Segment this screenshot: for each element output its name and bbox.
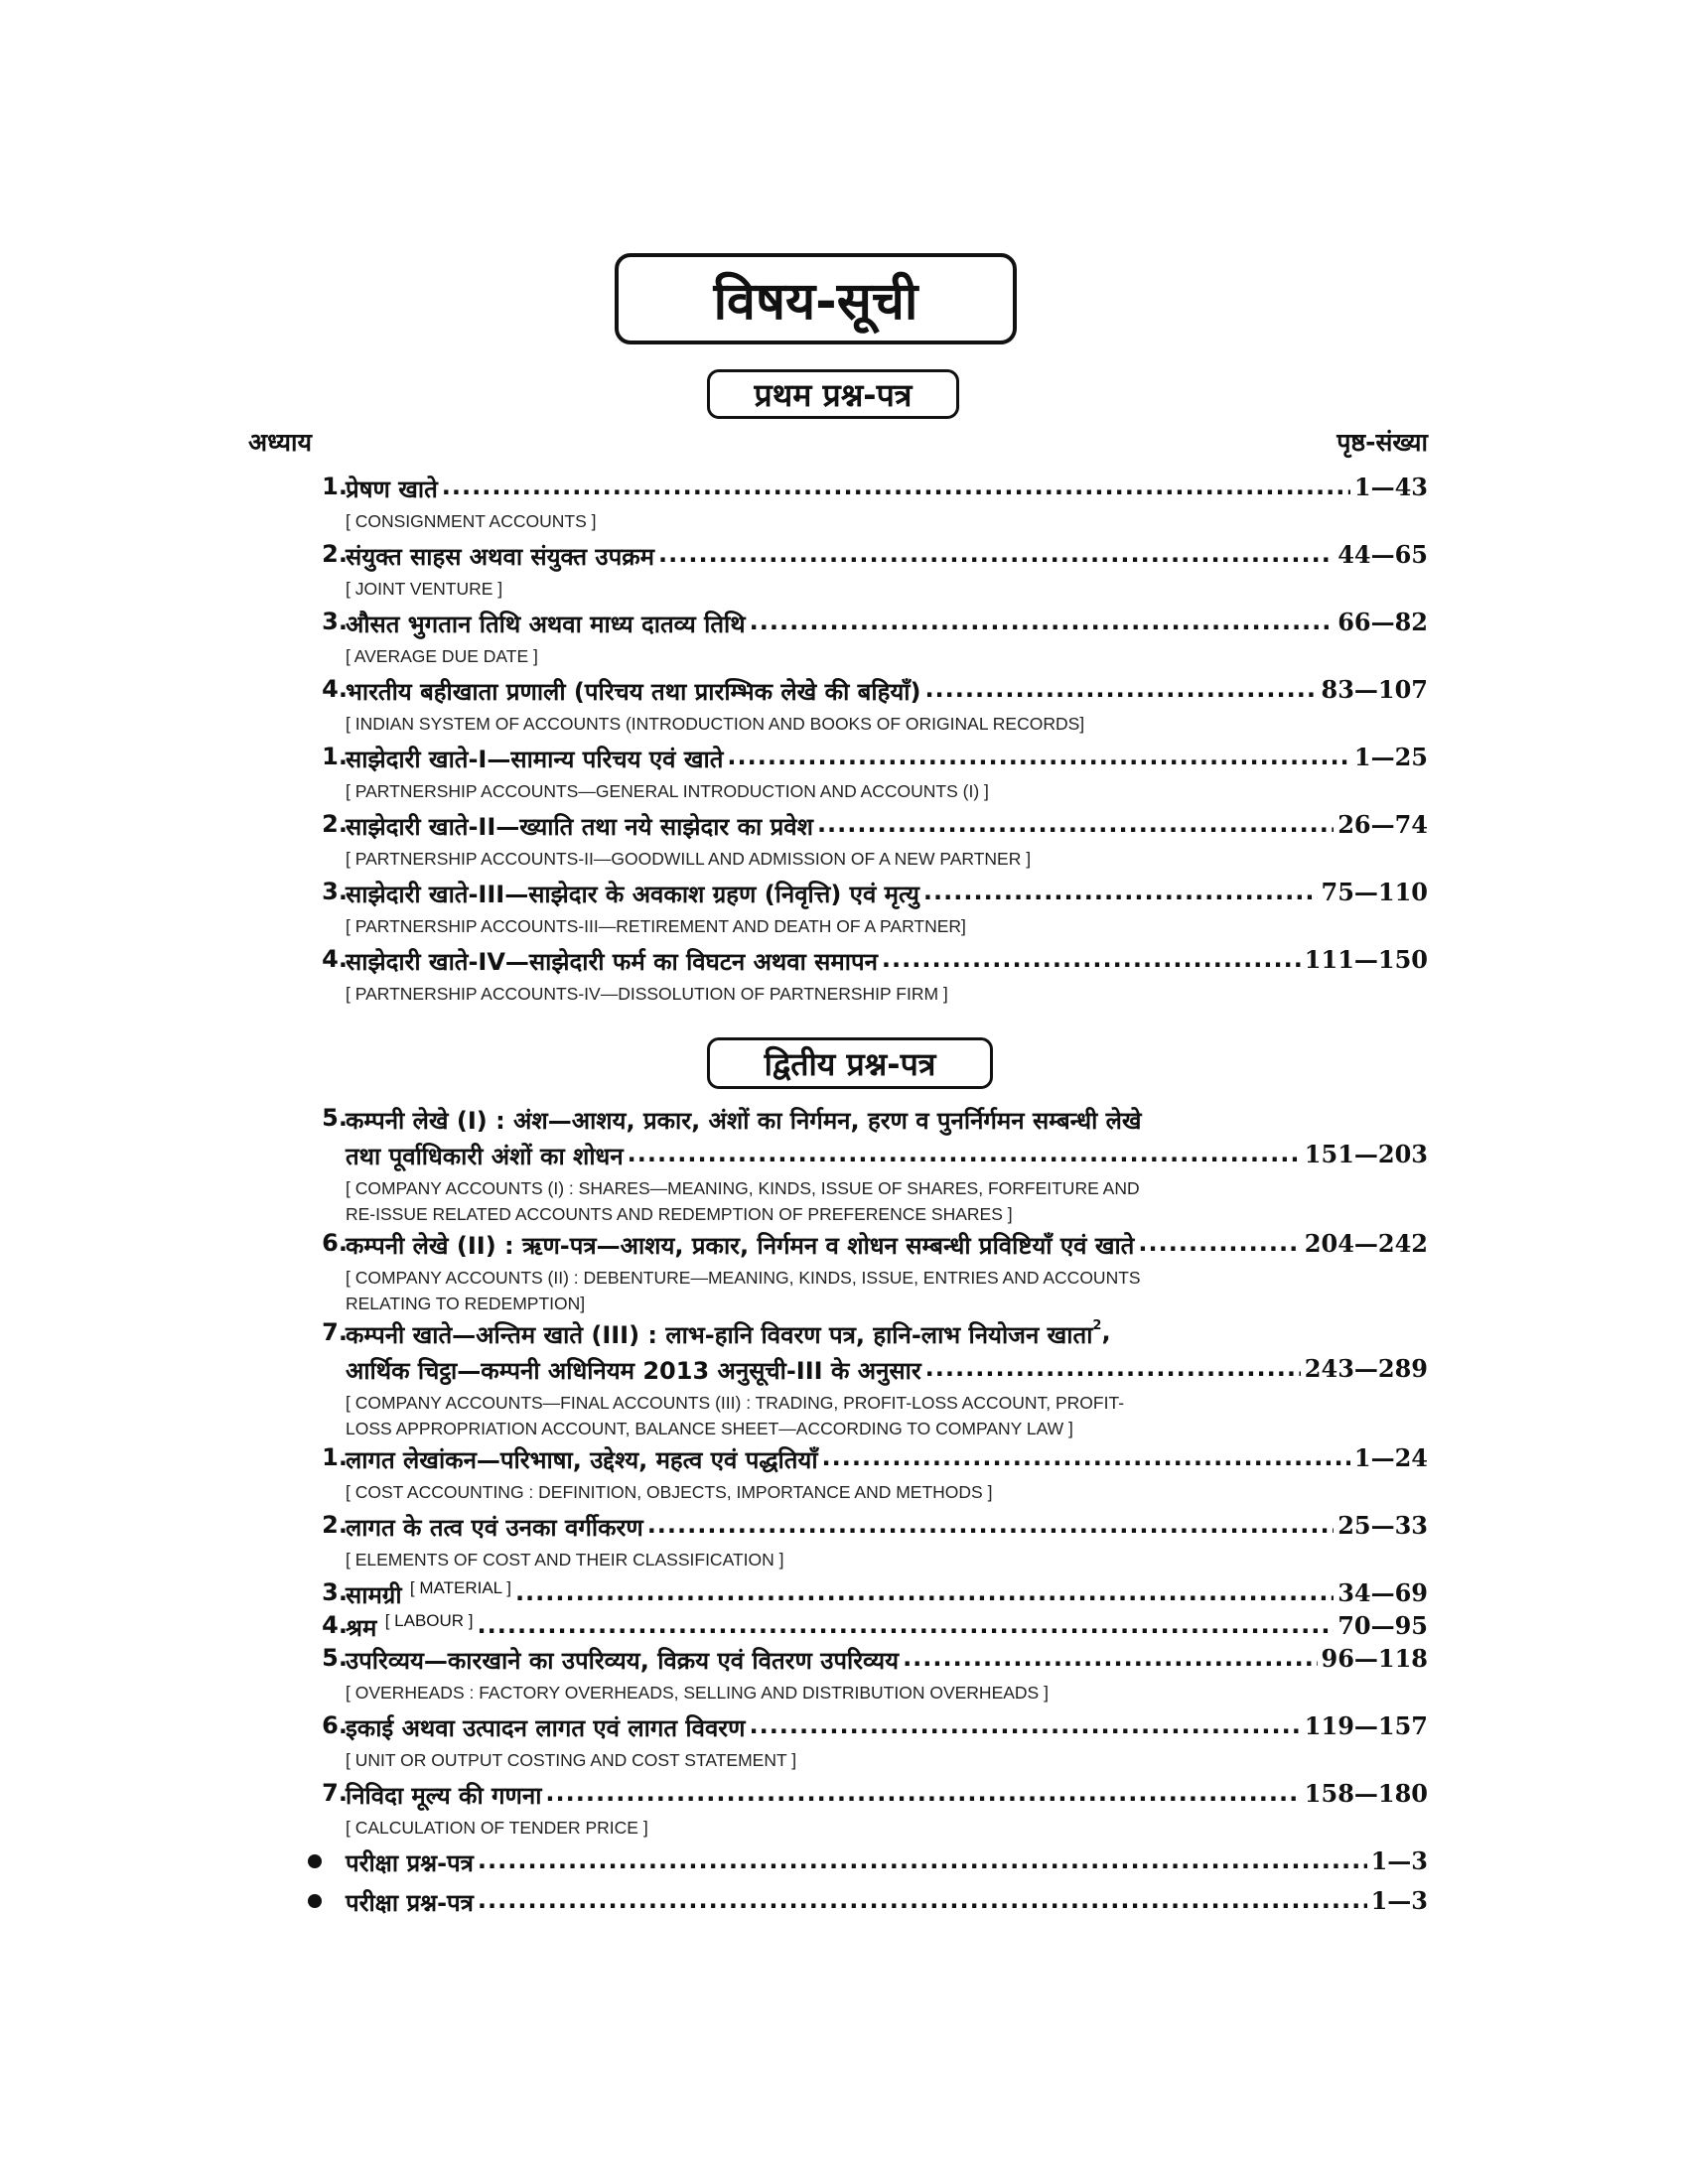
- toc-entry: [298, 810, 1428, 872]
- entry-pages: 26—74: [1337, 810, 1428, 839]
- entry-number: 1.: [322, 743, 348, 770]
- entry-title: साझेदारी खाते-IV—साझेदारी फर्म का विघटन अथवा समापन: [346, 948, 878, 976]
- toc-entry: [298, 473, 1428, 534]
- section2-label: द्वितीय प्रश्न-पत्र: [764, 1044, 936, 1083]
- entry-title: कम्पनी खाते—अन्तिम खाते (III) : लाभ-हानि विवरण पत्र, हानि-लाभ नियोजन खाता: [346, 1321, 1093, 1349]
- entry-pages: 119—157: [1304, 1711, 1428, 1740]
- entry-english: [ CONSIGNMENT ACCOUNTS ]: [346, 511, 597, 531]
- entry-pages: 1—3: [1370, 1846, 1428, 1875]
- entry-english: [ COMPANY ACCOUNTS (II) : DEBENTURE—MEANING, KINDS, ISSUE, ENTRIES AND ACCOUNTS: [346, 1268, 1141, 1288]
- entry-title: औसत भुगतान तिथि अथवा माध्य दातव्य तिथि: [346, 611, 746, 638]
- page-title-box: [615, 253, 1017, 344]
- entry-pages: 70—95: [1337, 1611, 1428, 1640]
- entry-english: [ CALCULATION OF TENDER PRICE ]: [346, 1818, 648, 1838]
- entry-pages: 243—289: [1304, 1354, 1428, 1383]
- entry-number: 2.: [322, 540, 348, 568]
- toc-entry: [298, 1443, 1428, 1505]
- entry-pages: 83—107: [1321, 675, 1428, 704]
- toc-entry: [298, 1644, 1428, 1706]
- entry-english: [ LABOUR ]: [384, 1611, 474, 1630]
- toc-entry: [298, 1711, 1428, 1773]
- entry-title: प्रेषण खाते: [346, 476, 438, 503]
- toc-entry: [298, 1511, 1428, 1572]
- entry-title: लागत के तत्व एवं उनका वर्गीकरण: [346, 1514, 643, 1542]
- entry-number: 2.: [322, 1511, 348, 1539]
- entry-english: [ PARTNERSHIP ACCOUNTS—GENERAL INTRODUCTION AND ACCOUNTS (I) ]: [346, 781, 989, 801]
- entry-english: [ INDIAN SYSTEM OF ACCOUNTS (INTRODUCTION AND BOOKS OF ORIGINAL RECORDS]: [346, 714, 1085, 734]
- entry-title: संयुक्त साहस अथवा संयुक्त उपक्रम: [346, 543, 655, 571]
- entry-title: निविदा मूल्य की गणना: [346, 1782, 542, 1810]
- toc-entry: [298, 1886, 1428, 1926]
- entry-english: [ PARTNERSHIP ACCOUNTS-II—GOODWILL AND ADMISSION OF A NEW PARTNER ]: [346, 849, 1032, 869]
- entry-title: परीक्षा प्रश्न-पत्र: [346, 1889, 474, 1917]
- entry-title: कम्पनी लेखे (I) : अंश—आशय, प्रकार, अंशों का निर्गमन, हरण व पुनर्निर्गमन सम्बन्धी लेखे: [346, 1107, 1142, 1135]
- toc-entry: [298, 675, 1428, 737]
- entry-number: 6.: [322, 1711, 348, 1739]
- entry-title: इकाई अथवा उत्पादन लागत एवं लागत विवरण: [346, 1714, 746, 1742]
- comma: ,: [1101, 1318, 1111, 1346]
- toc-entry: [298, 743, 1428, 804]
- entry-title: भारतीय बहीखाता प्रणाली (परिचय तथा प्रारम्भिक लेखे की बहियाँ): [346, 678, 921, 706]
- entry-pages: 44—65: [1337, 540, 1428, 569]
- entry-english: [ COST ACCOUNTING : DEFINITION, OBJECTS, IMPORTANCE AND METHODS ]: [346, 1482, 993, 1502]
- entry-english: [ AVERAGE DUE DATE ]: [346, 646, 538, 666]
- entry-pages: 1—43: [1353, 473, 1428, 501]
- column-header-pages: पृष्ठ-संख्या: [1336, 428, 1428, 457]
- entry-number: 3.: [322, 608, 348, 635]
- entry-pages: 34—69: [1337, 1578, 1428, 1607]
- entry-number: 4.: [322, 945, 348, 973]
- toc-entry: [298, 945, 1428, 1007]
- entry-title: सामग्री: [346, 1581, 402, 1609]
- entry-title: उपरिव्यय—कारखाने का उपरिव्यय, विक्रय एवं वितरण उपरिव्यय: [346, 1647, 900, 1675]
- superscript: 2: [1092, 1318, 1102, 1333]
- toc-entry: [298, 608, 1428, 669]
- entry-pages: 151—203: [1304, 1140, 1428, 1168]
- entry-title: कम्पनी लेखे (II) : ऋण-पत्र—आशय, प्रकार, निर्गमन व शोधन सम्बन्धी प्रविष्टियाँ एवं खाते: [346, 1232, 1135, 1260]
- toc-part-2: [298, 1104, 1428, 1926]
- entry-number: 3.: [322, 878, 348, 905]
- entry-english-cont: RELATING TO REDEMPTION]: [346, 1294, 586, 1313]
- entry-english: [ ELEMENTS OF COST AND THEIR CLASSIFICATION ]: [346, 1550, 784, 1570]
- entry-english-cont: LOSS APPROPRIATION ACCOUNT, BALANCE SHEET—ACCORDING TO COMPANY LAW ]: [346, 1419, 1073, 1438]
- entry-number: 7.: [322, 1779, 348, 1807]
- entry-pages: 66—82: [1337, 608, 1428, 636]
- toc-entry: [298, 1104, 1428, 1227]
- entry-pages: 204—242: [1304, 1229, 1428, 1258]
- toc-entry: [298, 878, 1428, 939]
- toc-entry: [298, 1611, 1428, 1644]
- entry-number: 7.: [322, 1318, 348, 1346]
- entry-english: [ UNIT OR OUTPUT COSTING AND COST STATEMENT ]: [346, 1750, 797, 1770]
- column-header-chapter: अध्याय: [248, 428, 312, 457]
- toc-part-1: [298, 473, 1428, 1013]
- entry-title: साझेदारी खाते-III—साझेदार के अवकाश ग्रहण (निवृत्ति) एवं मृत्यु: [346, 881, 919, 908]
- entry-pages: 75—110: [1321, 878, 1428, 906]
- entry-english: [ COMPANY ACCOUNTS—FINAL ACCOUNTS (III) : TRADING, PROFIT-LOSS ACCOUNT, PROFIT-: [346, 1393, 1125, 1413]
- entry-pages: 96—118: [1321, 1644, 1428, 1673]
- entry-english: [ JOINT VENTURE ]: [346, 579, 503, 599]
- entry-number: 4.: [322, 1611, 348, 1639]
- entry-number: 5.: [322, 1644, 348, 1672]
- toc-entry: [298, 1578, 1428, 1611]
- entry-english: [ PARTNERSHIP ACCOUNTS-III—RETIREMENT AND DEATH OF A PARTNER]: [346, 916, 966, 936]
- entry-title-cont: तथा पूर्वाधिकारी अंशों का शोधन: [346, 1143, 624, 1170]
- entry-pages: 1—3: [1370, 1886, 1428, 1915]
- section-heading-second-paper: [707, 1037, 993, 1089]
- entry-number: 6.: [322, 1229, 348, 1257]
- entry-pages: 158—180: [1304, 1779, 1428, 1808]
- entry-english: [ COMPANY ACCOUNTS (I) : SHARES—MEANING, KINDS, ISSUE OF SHARES, FORFEITURE AND: [346, 1178, 1140, 1198]
- entry-number: 5.: [322, 1104, 348, 1132]
- entry-title: परीक्षा प्रश्न-पत्र: [346, 1849, 474, 1877]
- toc-entry: [298, 1318, 1428, 1441]
- page-title: विषय-सूची: [713, 271, 918, 332]
- entry-title: साझेदारी खाते-II—ख्याति तथा नये साझेदार का प्रवेश: [346, 813, 813, 841]
- toc-entry: [298, 1229, 1428, 1316]
- entry-title: श्रम: [346, 1614, 377, 1642]
- entry-english: [ MATERIAL ]: [409, 1578, 511, 1597]
- entry-number: 1.: [322, 1443, 348, 1471]
- entry-pages: 1—24: [1353, 1443, 1428, 1472]
- toc-entry: [298, 540, 1428, 602]
- bullet-icon: [308, 1894, 322, 1908]
- entry-title: साझेदारी खाते-I—सामान्य परिचय एवं खाते: [346, 746, 724, 773]
- entry-number: 1.: [322, 473, 348, 500]
- entry-pages: 1—25: [1353, 743, 1428, 771]
- section1-label: प्रथम प्रश्न-पत्र: [754, 375, 913, 414]
- entry-pages: 25—33: [1337, 1511, 1428, 1540]
- entry-number: 4.: [322, 675, 348, 703]
- entry-number: 2.: [322, 810, 348, 838]
- bullet-icon: [308, 1854, 322, 1868]
- toc-entry: [298, 1846, 1428, 1886]
- entry-number: 3.: [322, 1578, 348, 1606]
- entry-english: [ PARTNERSHIP ACCOUNTS-IV—DISSOLUTION OF PARTNERSHIP FIRM ]: [346, 984, 948, 1004]
- entry-title: लागत लेखांकन—परिभाषा, उद्देश्य, महत्व एवं पद्धतियाँ: [346, 1446, 818, 1474]
- entry-english-cont: RE-ISSUE RELATED ACCOUNTS AND REDEMPTION OF PREFERENCE SHARES ]: [346, 1204, 1013, 1224]
- entry-pages: 111—150: [1304, 945, 1428, 974]
- entry-english: [ OVERHEADS : FACTORY OVERHEADS, SELLING AND DISTRIBUTION OVERHEADS ]: [346, 1683, 1049, 1703]
- entry-title-cont: आर्थिक चिट्ठा—कम्पनी अधिनियम 2013 अनुसूची-III के अनुसार: [346, 1357, 921, 1385]
- section-heading-first-paper: [707, 369, 959, 419]
- toc-entry: [298, 1779, 1428, 1841]
